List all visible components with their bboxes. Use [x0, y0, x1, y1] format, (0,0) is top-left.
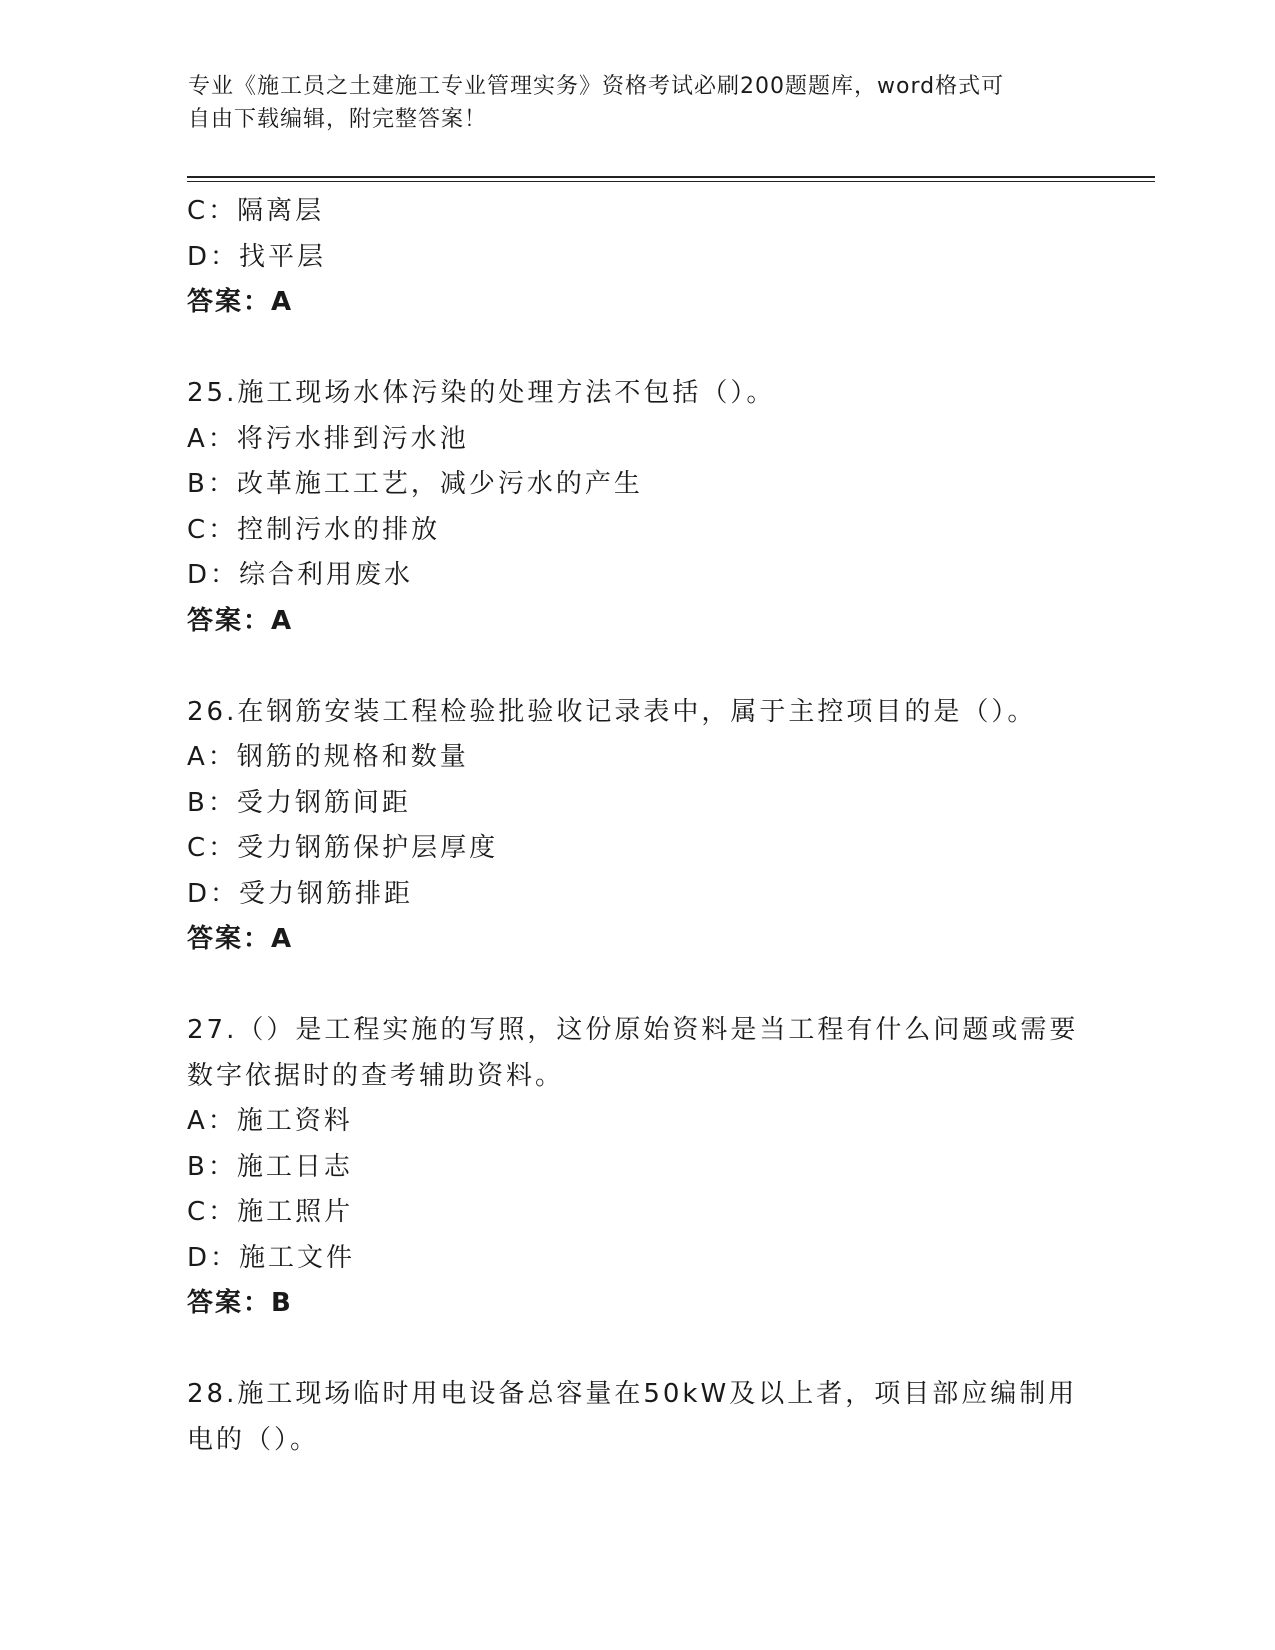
option-c: C：受力钢筋保护层厚度 [187, 833, 499, 863]
header-divider-thick [187, 176, 1155, 178]
question-26 [187, 690, 1087, 963]
answer-label: 答案：A [187, 287, 294, 317]
option-b: B：施工日志 [187, 1151, 353, 1182]
answer-label: 答案：B [187, 1288, 293, 1318]
option-c: C：隔离层 [187, 196, 325, 226]
option-b: B：改革施工工艺，减少污水的产生 [187, 469, 643, 499]
header-title-line-2: 自由下载编辑，附完整答案！ [188, 107, 488, 132]
header-title-line-1: 专业《施工员之土建施工专业管理实务》资格考试必刷200题题库，word格式可 [188, 74, 1005, 99]
question-27 [187, 1008, 1087, 1327]
spacer [187, 963, 1087, 1009]
answer-label: 答案：A [187, 924, 294, 954]
option-d: D：找平层 [187, 241, 327, 272]
option-c: C：施工照片 [187, 1197, 354, 1227]
option-d: D：受力钢筋排距 [187, 878, 414, 909]
question-stem: 25.施工现场水体污染的处理方法不包括（）。 [187, 378, 776, 408]
question-25 [187, 371, 1087, 644]
spacer [187, 644, 1087, 690]
answer-label: 答案：A [187, 605, 294, 636]
header-divider-thin [187, 181, 1155, 182]
option-a: A：钢筋的规格和数量 [187, 742, 469, 772]
spacer [187, 1327, 1087, 1373]
question-list [187, 189, 1087, 1463]
spacer [187, 326, 1087, 372]
option-c: C：控制污水的排放 [187, 514, 441, 545]
question-stem-line-1: 27.（）是工程实施的写照，这份原始资料是当工程有什么问题或需要 [187, 1015, 1079, 1045]
option-a: A：将污水排到污水池 [187, 423, 469, 454]
question-28 [187, 1372, 1087, 1463]
question-24-continued [187, 189, 1087, 326]
option-b: B：受力钢筋间距 [187, 787, 411, 818]
question-stem-line-2: 数字依据时的查考辅助资料。 [187, 1060, 565, 1091]
option-d: D：施工文件 [187, 1242, 356, 1273]
question-stem: 26.在钢筋安装工程检验批验收记录表中，属于主控项目的是（）。 [187, 696, 1037, 727]
option-d: D：综合利用废水 [187, 560, 414, 590]
question-stem-line-2: 电的（）。 [187, 1424, 320, 1455]
question-stem-line-1: 28.施工现场临时用电设备总容量在50kW及以上者，项目部应编制用 [187, 1379, 1078, 1409]
document-header [188, 70, 1088, 136]
option-a: A：施工资料 [187, 1106, 353, 1136]
